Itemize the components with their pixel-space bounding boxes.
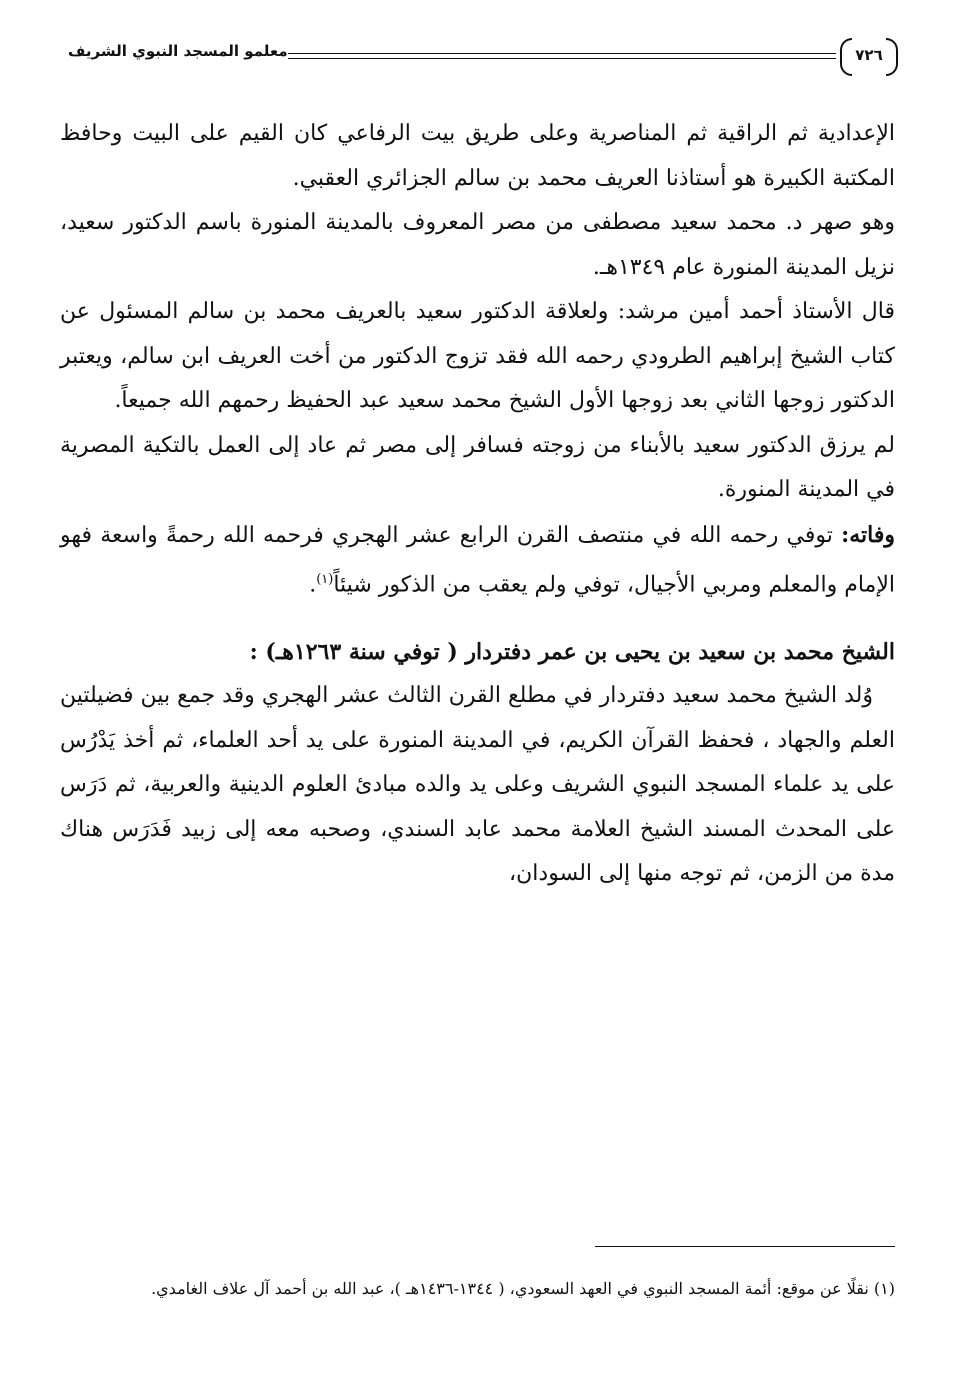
paragraph: قال الأستاذ أحمد أمين مرشد: ولعلاقة الدكتور سعيد بالعريف محمد بن سالم المسئول عن كتاب الشيخ إبراهيم الطرودي رحمه الله فقد تزوج الدكتور من أخت العريف ابن سالم، ويعتبر الدكتور زوجها الثاني بعد زوجها الأول الشيخ محمد سعيد عبد الحفيظ رحمهم الله جميعاً. — [60, 299, 895, 413]
footnote-separator — [595, 1246, 895, 1247]
page-number-text: ٧٢٦ — [855, 46, 883, 64]
page-number — [840, 38, 898, 72]
death-label: وفاته: — [841, 521, 895, 548]
header-rule — [288, 53, 836, 59]
section-paragraph: وُلد الشيخ محمد سعيد دفتردار في مطلع القرن الثالث عشر الهجري وقد جمع بين فضيلتين العلم والجهاد ، فحفظ القرآن الكريم، في المدينة المنورة على يد أحد العلماء، ثم أخذ يَدْرُس على يد علماء المسجد النبوي الشريف وعلى يد والده مبادئ العلوم الدينية والعربية، ثم دَرَس على المحدث المسند الشيخ العلامة محمد عابد السندي، وصحبه معه إلى زبيد فَدَرَس هناك مدة من الزمن، ثم توجه منها إلى السودان، — [60, 683, 895, 887]
death-text: توفي رحمه الله في منتصف القرن الرابع عشر الهجري فرحمه الله رحمةً واسعة فهو الإمام والمعلم ومربي الأجيال، توفي ولم يعقب من الذكور شيئاً — [60, 522, 895, 598]
paragraph: الإعدادية ثم الراقية ثم المناصرية وعلى طريق بيت الرفاعي كان القيم على البيت وحافظ المكتبة الكبيرة هو أستاذنا العريف محمد بن سالم الجزائري العقبي. — [60, 121, 895, 191]
section-heading: الشيخ محمد بن سعيد بن يحيى بن عمر دفتردار ( توفي سنة ١٢٦٣هـ) : — [249, 638, 895, 665]
footnote-ref[interactable]: (١) — [316, 572, 334, 587]
running-title: معلمو المسجد النبوي الشريف — [68, 42, 288, 60]
footnote-1: (١) نقلًا عن موقع: أئمة المسجد النبوي في العهد السعودي، ( ١٣٤٤-١٤٣٦هـ )، عبد الله بن أحمد آل علاف الغامدي. — [151, 1279, 895, 1298]
paragraph: وهو صهر د. محمد سعيد مصطفى من مصر المعروف بالمدينة المنورة باسم الدكتور سعيد، نزيل المدينة المنورة عام ١٣٤٩هـ. — [60, 210, 895, 280]
footnotes — [60, 1270, 895, 1308]
page-header — [68, 36, 898, 76]
death-end: . — [309, 572, 317, 598]
paragraph: لم يرزق الدكتور سعيد بالأبناء من زوجته فسافر إلى مصر ثم عاد إلى العمل بالتكية المصرية في المدينة المنورة. — [60, 432, 895, 502]
main-text — [60, 112, 895, 897]
paragraph-death — [60, 513, 895, 608]
